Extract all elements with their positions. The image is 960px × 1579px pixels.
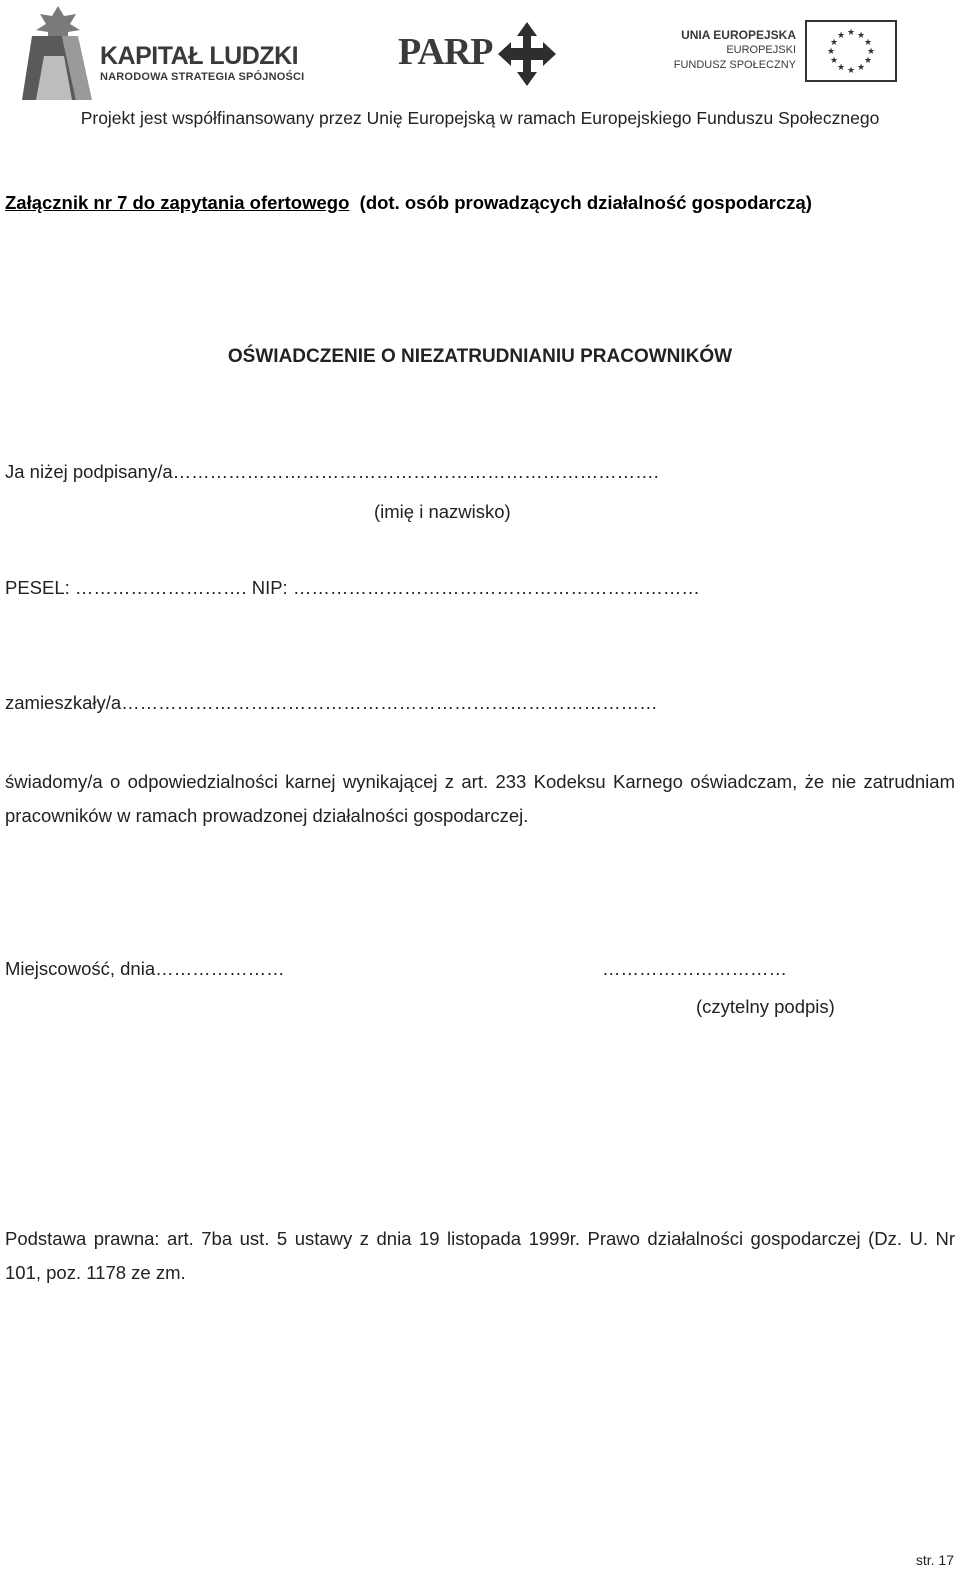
attachment-label: Załącznik nr 7 do zapytania ofertowego: [5, 192, 350, 213]
kapital-ludzki-subtitle: NARODOWA STRATEGIA SPÓJNOŚCI: [100, 71, 305, 83]
name-field-line: Ja niżej podpisany/a…………………………………………………………………….: [5, 461, 659, 482]
signature-caption: (czytelny podpis): [696, 996, 835, 1017]
pesel-nip-field-line: PESEL: ………………………. NIP: …………………………………………………………: [5, 577, 700, 598]
eu-flag-icon: [805, 20, 897, 82]
attachment-heading: [5, 192, 812, 214]
eu-line-2: EUROPEJSKI: [726, 44, 796, 56]
eu-line-3: FUNDUSZ SPOŁECZNY: [673, 59, 796, 71]
address-field-line: zamieszkały/a……………………………………………………………………………: [5, 692, 658, 713]
svg-text:★: ★: [846, 28, 856, 38]
kapital-ludzki-emblem-icon: [22, 6, 96, 100]
attachment-note: (dot. osób prowadzących działalność gospodarczą): [359, 192, 812, 213]
svg-text:★: ★: [836, 63, 846, 73]
place-date-line: Miejscowość, dnia…………………: [5, 958, 285, 979]
svg-text:★: ★: [866, 47, 876, 57]
svg-text:★: ★: [856, 63, 866, 73]
svg-text:★: ★: [829, 38, 839, 48]
legal-basis-paragraph: Podstawa prawna: art. 7ba ust. 5 ustawy z dnia 19 listopada 1999r. Prawo działalności gospodarczej (Dz. U. Nr 101, poz. 1178 ze zm.: [5, 1228, 955, 1283]
svg-text:★: ★: [863, 38, 873, 48]
kapital-ludzki-title: KAPITAŁ LUDZKI: [100, 42, 299, 70]
parp-logo: [398, 22, 558, 86]
eu-line-1: UNIA EUROPEJSKA: [681, 28, 796, 42]
svg-text:★: ★: [856, 31, 866, 41]
kapital-ludzki-logo: [22, 6, 312, 100]
document-title: OŚWIADCZENIE O NIEZATRUDNIANIU PRACOWNIKÓW: [227, 346, 733, 367]
cofinancing-note: Projekt jest współfinansowany przez Unię Europejską w ramach Europejskiego Funduszu Społecznego: [80, 108, 880, 128]
parp-wordmark: PARP: [398, 31, 493, 73]
signature-line: …………………………: [602, 958, 787, 979]
parp-arrows-icon: [498, 22, 556, 86]
svg-text:★: ★: [846, 66, 856, 76]
svg-text:★: ★: [826, 47, 836, 57]
svg-text:★: ★: [863, 56, 873, 66]
page-number: str. 17: [915, 1552, 954, 1568]
name-field-caption: (imię i nazwisko): [374, 501, 511, 522]
svg-text:★: ★: [829, 56, 839, 66]
svg-text:★: ★: [836, 31, 846, 41]
eu-efs-logo: [672, 20, 900, 86]
statement-paragraph: świadomy/a o odpowiedzialności karnej wynikającej z art. 233 Kodeksu Karnego oświadczam, że nie zatrudniam pracowników w ramach prowadzonej działalności gospodarczej.: [5, 771, 955, 826]
